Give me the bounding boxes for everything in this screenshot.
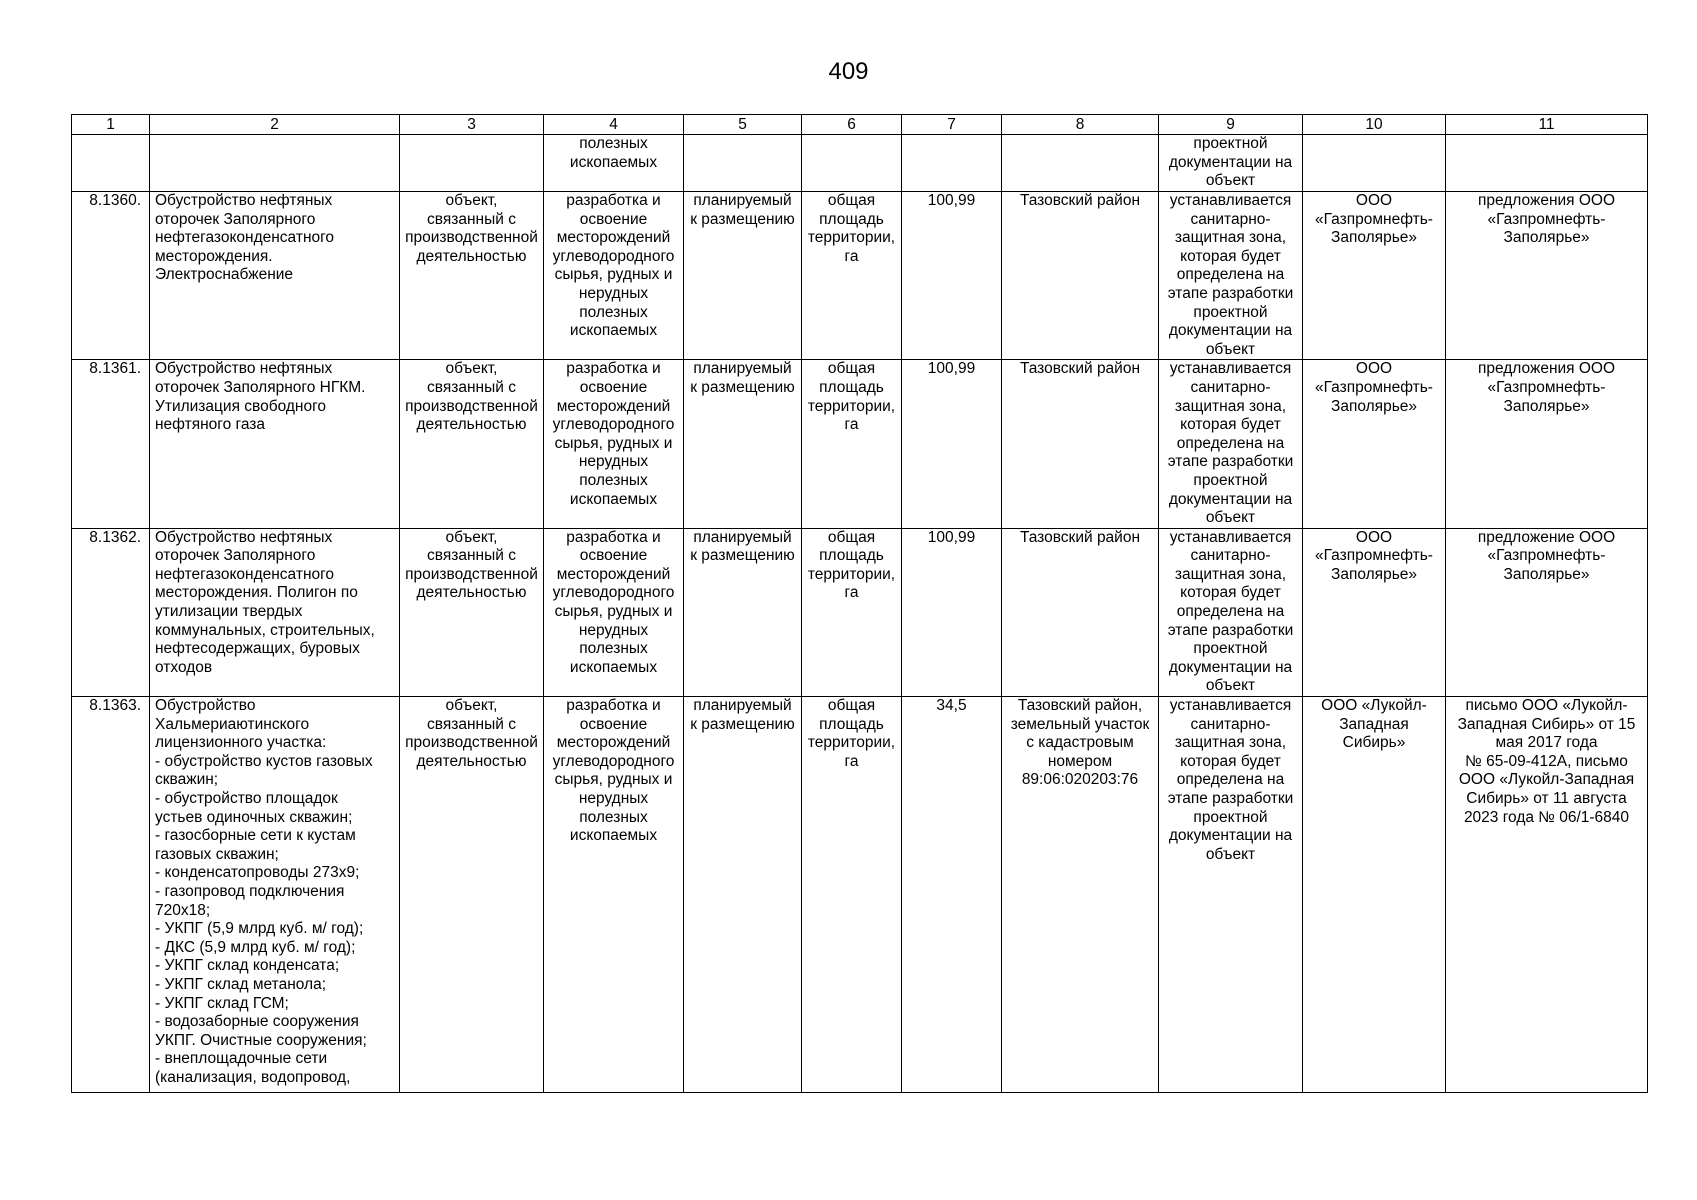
object-name: Обустройство нефтяных оторочек Заполярного НГКМ. Утилизация свободного нефтяного газа	[150, 360, 400, 528]
zone: устанавливается санитарно- защитная зона, которая будет определена на этапе разработки проектной документации на объект	[1159, 192, 1303, 360]
table-cell	[1446, 135, 1648, 192]
table-cell	[400, 135, 544, 192]
column-number: 10	[1303, 115, 1446, 135]
characteristic-name: общая площадь территории, га	[802, 360, 902, 528]
organization: ООО «Газпромнефть- Заполярье»	[1303, 528, 1446, 696]
object-purpose: разработка и освоение месторождений углеводородного сырья, рудных и нерудных полезных ископаемых	[544, 192, 684, 360]
basis: предложение ООО «Газпромнефть- Заполярье»	[1446, 528, 1648, 696]
table-cell	[72, 135, 150, 192]
table-row	[72, 360, 1648, 528]
registry-table	[71, 114, 1648, 1093]
zone: устанавливается санитарно- защитная зона, которая будет определена на этапе разработки проектной документации на объект	[1159, 697, 1303, 1093]
column-number: 3	[400, 115, 544, 135]
characteristic-value: 34,5	[902, 697, 1002, 1093]
column-number: 5	[684, 115, 802, 135]
purpose-cell: полезных ископаемых	[544, 135, 684, 192]
object-status: планируемый к размещению	[684, 360, 802, 528]
object-purpose: разработка и освоение месторождений углеводородного сырья, рудных и нерудных полезных ископаемых	[544, 360, 684, 528]
continuation-row	[72, 135, 1648, 192]
table-cell	[802, 135, 902, 192]
object-name: Обустройство Хальмериаютинского лицензионного участка: - обустройство кустов газовых скважин; - обустройство площадок устьев одиночных скважин; - газосборные сети к кустам газовых скважин; - конденсатопроводы 273х9; - газопровод подключения 720х18; - УКПГ (5,9 млрд куб. м/ год); - ДКС (5,9 млрд куб. м/ год); - УКПГ склад конденсата; - УКПГ склад метанола; - УКПГ склад ГСМ; - водозаборные сооружения УКПГ. Очистные сооружения; - внеплощадочные сети (канализация, водопровод,	[155, 697, 373, 1086]
characteristic-value: 100,99	[902, 528, 1002, 696]
column-number: 1	[72, 115, 150, 135]
object-type: объект, связанный с производственной деятельностью	[400, 192, 544, 360]
table-cell	[150, 135, 400, 192]
table-row	[72, 528, 1648, 696]
characteristic-value: 100,99	[902, 192, 1002, 360]
column-number: 6	[802, 115, 902, 135]
table-cell	[902, 135, 1002, 192]
object-type: объект, связанный с производственной деятельностью	[400, 697, 544, 1093]
row-number: 8.1361.	[72, 360, 150, 528]
row-number: 8.1362.	[72, 528, 150, 696]
organization: ООО «Лукойл- Западная Сибирь»	[1303, 697, 1446, 1093]
table-cell	[1303, 135, 1446, 192]
object-status: планируемый к размещению	[684, 528, 802, 696]
page-number: 409	[828, 58, 869, 85]
location: Тазовский район, земельный участок с кадастровым номером 89:06:020203:76	[1002, 697, 1159, 1093]
column-number: 2	[150, 115, 400, 135]
zone: устанавливается санитарно- защитная зона, которая будет определена на этапе разработки проектной документации на объект	[1159, 528, 1303, 696]
characteristic-name: общая площадь территории, га	[802, 697, 902, 1093]
column-number: 7	[902, 115, 1002, 135]
zone: устанавливается санитарно- защитная зона, которая будет определена на этапе разработки проектной документации на объект	[1159, 360, 1303, 528]
characteristic-name: общая площадь территории, га	[802, 192, 902, 360]
organization: ООО «Газпромнефть- Заполярье»	[1303, 360, 1446, 528]
object-name: Обустройство нефтяных оторочек Заполярного нефтегазоконденсатного месторождения. Электроснабжение	[150, 192, 400, 360]
table-cell	[1002, 135, 1159, 192]
table-row	[72, 192, 1648, 360]
object-status: планируемый к размещению	[684, 697, 802, 1093]
basis: письмо ООО «Лукойл- Западная Сибирь» от 15 мая 2017 года № 65-09-412А, письмо ООО «Лукойл-Западная Сибирь» от 11 августа 2023 года № 06/1-6840	[1446, 697, 1648, 1093]
object-purpose: разработка и освоение месторождений углеводородного сырья, рудных и нерудных полезных ископаемых	[544, 697, 684, 1093]
object-name-cell	[150, 697, 400, 1093]
table-cell	[684, 135, 802, 192]
table-row	[72, 697, 1648, 1093]
column-number: 11	[1446, 115, 1648, 135]
basis: предложения ООО «Газпромнефть- Заполярье»	[1446, 192, 1648, 360]
object-type: объект, связанный с производственной деятельностью	[400, 360, 544, 528]
column-number: 9	[1159, 115, 1303, 135]
column-number: 4	[544, 115, 684, 135]
location: Тазовский район	[1002, 360, 1159, 528]
basis: предложения ООО «Газпромнефть- Заполярье»	[1446, 360, 1648, 528]
location: Тазовский район	[1002, 528, 1159, 696]
organization: ООО «Газпромнефть- Заполярье»	[1303, 192, 1446, 360]
location: Тазовский район	[1002, 192, 1159, 360]
object-name: Обустройство нефтяных оторочек Заполярного нефтегазоконденсатного месторождения. Полигон по утилизации твердых коммунальных, строительных, нефтесодержащих, буровых отходов	[150, 528, 400, 696]
object-purpose: разработка и освоение месторождений углеводородного сырья, рудных и нерудных полезных ископаемых	[544, 528, 684, 696]
zone-cell: проектной документации на объект	[1159, 135, 1303, 192]
row-number: 8.1363.	[72, 697, 150, 1093]
column-number: 8	[1002, 115, 1159, 135]
column-number-row	[72, 115, 1648, 135]
characteristic-value: 100,99	[902, 360, 1002, 528]
object-type: объект, связанный с производственной деятельностью	[400, 528, 544, 696]
object-status: планируемый к размещению	[684, 192, 802, 360]
characteristic-name: общая площадь территории, га	[802, 528, 902, 696]
row-number: 8.1360.	[72, 192, 150, 360]
